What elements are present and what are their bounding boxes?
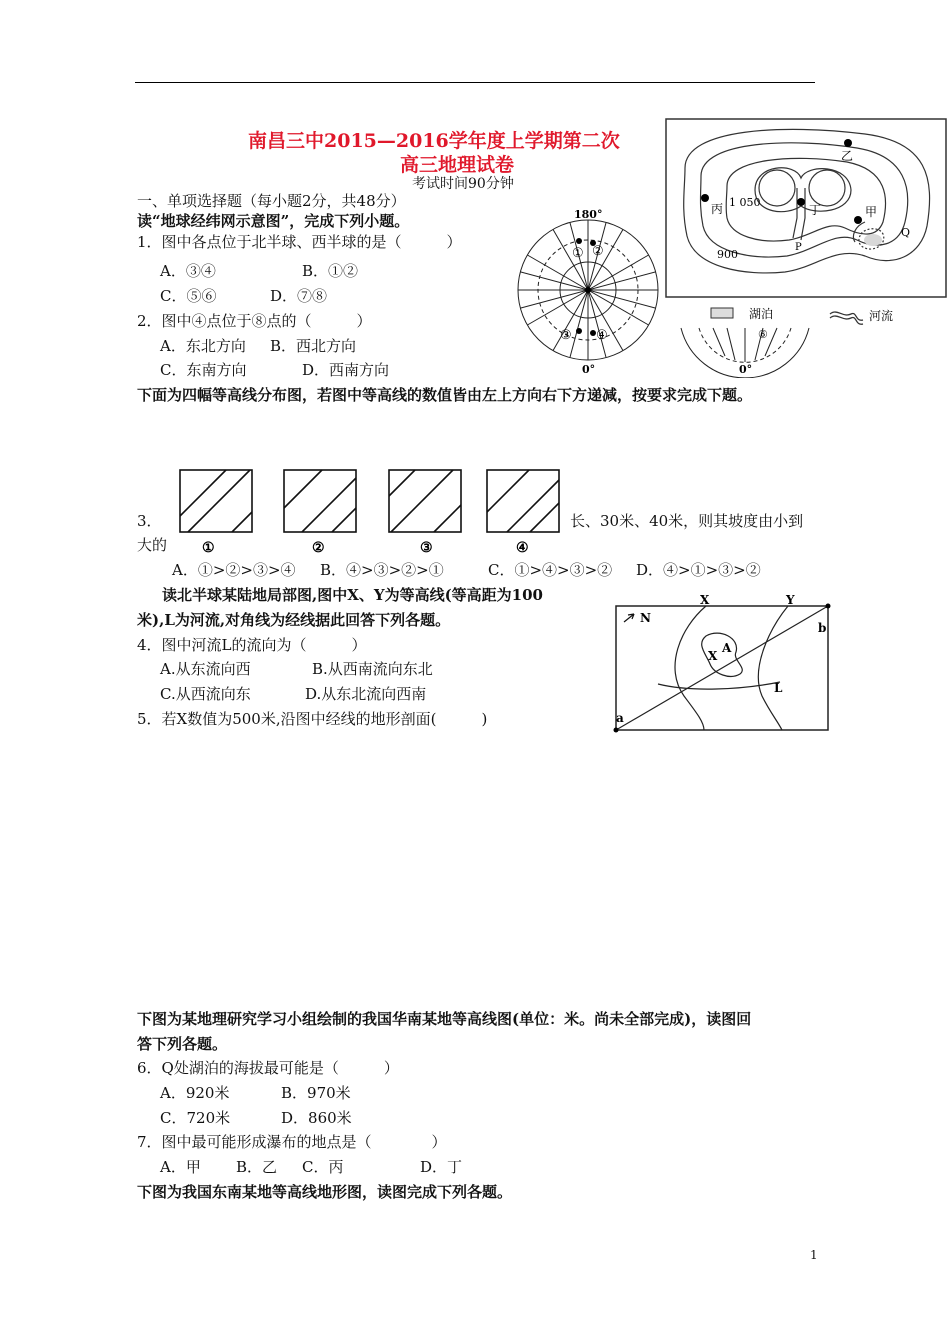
q2-option-b: B．西北方向 bbox=[270, 337, 357, 355]
legend-river-label: 河流 bbox=[869, 309, 894, 323]
q2-option-d: D．西南方向 bbox=[302, 361, 390, 379]
land-map-figure bbox=[600, 588, 835, 736]
q6-stem: 6．Q处湖泊的海拔最可能是（ ） bbox=[137, 1059, 399, 1077]
q3-stem-left2: 大的 bbox=[137, 536, 168, 554]
q6-option-a: A．920米 bbox=[160, 1084, 230, 1102]
label-q: Q bbox=[901, 226, 911, 239]
box-label-3: ③ bbox=[420, 540, 433, 556]
contour-map-figure bbox=[665, 118, 948, 330]
map-label-a: a bbox=[616, 711, 624, 725]
q4-stem: 4．图中河流L的流向为（ ） bbox=[137, 636, 367, 654]
q1-option-b: B．①② bbox=[302, 262, 359, 280]
label-p: P bbox=[795, 242, 802, 253]
q1-option-d: D．⑦⑧ bbox=[270, 287, 328, 305]
label-bing: 丙 bbox=[711, 202, 724, 216]
q7-stem: 7．图中最可能形成瀑布的地点是（ ） bbox=[137, 1133, 447, 1151]
header-rule bbox=[135, 82, 815, 83]
q3-option-a: A．①>②>③>④ bbox=[172, 561, 296, 579]
globe-point-2: ② bbox=[592, 244, 604, 259]
globe-figure bbox=[512, 205, 662, 377]
q45-intro-line1: 读北半球某陆地局部图,图中X、Y为等高线(等高距为100 bbox=[162, 586, 543, 604]
q6-option-c: C．720米 bbox=[160, 1109, 231, 1127]
q1-option-c: C．⑤⑥ bbox=[160, 287, 217, 305]
map-label-x-inner: X bbox=[708, 649, 718, 663]
q3-option-b: B．④>③>②>① bbox=[320, 561, 444, 579]
globe-point-3: ③ bbox=[560, 328, 572, 343]
box-label-2: ② bbox=[312, 540, 325, 556]
exam-title-line2: 高三地理试卷 bbox=[400, 154, 515, 176]
globe-label-top: 180° bbox=[574, 208, 603, 221]
box-label-1: ① bbox=[202, 540, 215, 556]
q3-option-c: C．①>④>③>② bbox=[488, 561, 613, 579]
q4-option-a: A.从东流向西 bbox=[160, 660, 251, 678]
page-number: 1 bbox=[810, 1248, 818, 1262]
globe-point-1: ① bbox=[572, 246, 584, 261]
globe2-label-bottom: 0° bbox=[739, 363, 753, 376]
four-contour-boxes bbox=[170, 466, 570, 558]
label-yi: 乙 bbox=[841, 149, 854, 163]
q7-option-b: B．乙 bbox=[236, 1158, 278, 1176]
q3-option-d: D．④>①>③>② bbox=[636, 561, 761, 579]
label-1050: 1 050 bbox=[729, 196, 761, 209]
section-heading: 一、单项选择题（每小题2分，共48分） bbox=[137, 192, 406, 210]
exam-title-line1: 南昌三中2015—2016学年度上学期第二次 bbox=[248, 130, 620, 152]
final-intro: 下图为我国东南某地等高线地形图，读图完成下列各题。 bbox=[137, 1183, 513, 1201]
q2-option-a: A．东北方向 bbox=[160, 337, 246, 355]
label-jia: 甲 bbox=[865, 205, 878, 219]
q67-intro-line1: 下图为某地理研究学习小组绘制的我国华南某地等高线图(单位：米。尚未全部完成)，读图回 bbox=[137, 1010, 752, 1028]
q6-option-b: B．970米 bbox=[281, 1084, 351, 1102]
map-label-a-inner: A bbox=[722, 641, 732, 655]
map-label-y: Y bbox=[786, 593, 795, 607]
q7-option-d: D．丁 bbox=[420, 1158, 463, 1176]
label-900: 900 bbox=[717, 248, 738, 261]
map-label-b: b bbox=[818, 621, 827, 635]
q4-option-c: C.从西流向东 bbox=[160, 685, 251, 703]
globe-point-4: ④ bbox=[596, 328, 608, 343]
q7-option-a: A．甲 bbox=[160, 1158, 201, 1176]
exam-time: 考试时间90分钟 bbox=[412, 176, 514, 192]
globe-figure-partial bbox=[675, 326, 815, 378]
q4-option-d: D.从东北流向西南 bbox=[305, 685, 427, 703]
q12-intro: 读“地球经纬网示意图”，完成下列小题。 bbox=[137, 212, 410, 230]
globe-label-bottom: 0° bbox=[582, 363, 596, 376]
q2-stem: 2．图中④点位于⑧点的（ ） bbox=[137, 312, 372, 330]
legend-lake-label: 湖泊 bbox=[749, 307, 774, 321]
q1-stem: 1．图中各点位于北半球、西半球的是（ ） bbox=[137, 233, 462, 251]
q4-option-b: B.从西南流向东北 bbox=[312, 660, 433, 678]
map-label-x: X bbox=[700, 593, 710, 607]
label-ding: 丁 bbox=[809, 203, 822, 217]
q6-option-d: D．860米 bbox=[281, 1109, 352, 1127]
q3-intro: 下面为四幅等高线分布图，若图中等高线的数值皆由左上方向右下方递减，按要求完成下题。 bbox=[137, 386, 753, 404]
q67-intro-line2: 答下列各题。 bbox=[137, 1035, 228, 1053]
box-label-4: ④ bbox=[516, 540, 529, 556]
q3-stem-left: 3． bbox=[137, 512, 162, 530]
q3-stem-right: 长、30米、40米，则其坡度由小到 bbox=[570, 512, 804, 530]
q1-option-a: A．③④ bbox=[160, 262, 216, 280]
svg-text:⑥: ⑥ bbox=[758, 328, 768, 341]
q2-option-c: C．东南方向 bbox=[160, 361, 247, 379]
q7-option-c: C．丙 bbox=[302, 1158, 344, 1176]
q5-stem: 5．若X数值为500米,沿图中经线的地形剖面( ) bbox=[137, 710, 488, 728]
map-north-n: N bbox=[640, 611, 651, 625]
map-label-l: L bbox=[774, 681, 783, 695]
q45-intro-line2: 米),L为河流,对角线为经线据此回答下列各题。 bbox=[137, 611, 451, 629]
